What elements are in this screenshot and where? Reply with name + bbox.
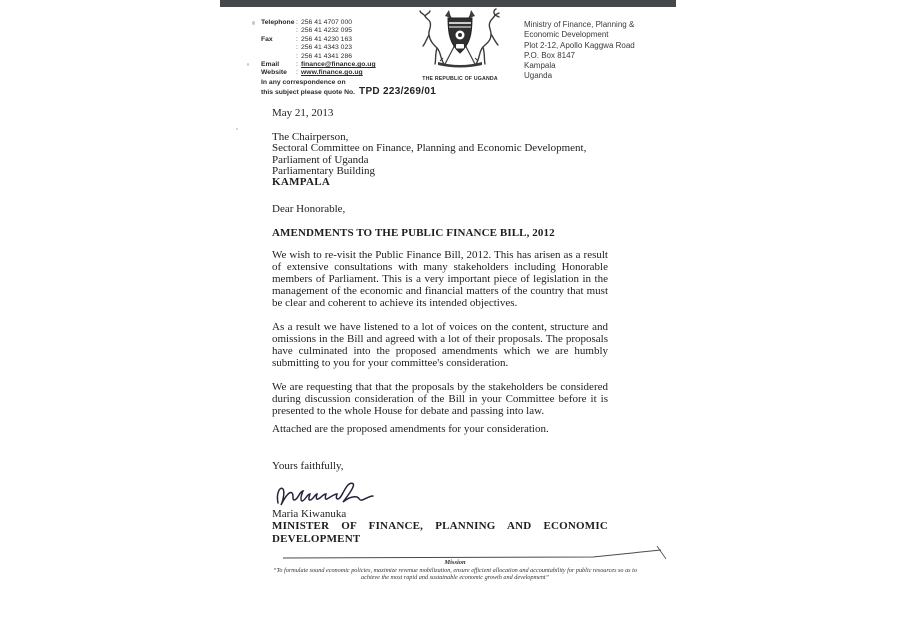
signatory-title-line2: DEVELOPMENT (272, 532, 361, 545)
email-label: Email (261, 61, 280, 69)
address-line: Economic Development (524, 30, 609, 40)
paragraph-2: As a result we have listened to a lot of voices on the content, structure and omissions in the Bill and agreed with a lot of their proposals. The proposals have culminated into the proposed amendments which we are humbly submitting to you for your committee's consideration. (272, 320, 608, 370)
recipient-address-block (272, 132, 608, 188)
address-line: Ministry of Finance, Planning & (524, 20, 635, 29)
contact-row-fax (261, 36, 376, 44)
address-line: Uganda (524, 71, 553, 81)
scan-speck (247, 63, 249, 66)
closing: Yours faithfully, (272, 459, 344, 472)
contact-row-telephone-2 (261, 27, 376, 35)
paragraph-3: We are requesting that that the proposals by the stakeholders be considered during discussion consideration of the Bill in your Committee before it is presented to the whole House for debate and passing into law. (272, 380, 608, 417)
fax-number: 256 41 4230 163 (301, 35, 353, 43)
letterhead-contact-block (261, 19, 376, 78)
salutation: Dear Honorable, (272, 202, 346, 215)
signatory-name: Maria Kiwanuka (272, 508, 347, 521)
blank-label (261, 27, 296, 35)
uganda-coat-of-arms (408, 8, 512, 82)
blank-label (261, 53, 296, 61)
recipient-line: Sectoral Committee on Finance, Planning and Economic Development, (272, 142, 587, 155)
ministry-address-block (524, 20, 635, 82)
recipient-line: The Chairperson, (272, 131, 349, 144)
mission-text-line2: achieve the most rapid and sustainable economic growth and development” (361, 574, 549, 582)
fax-number: 256 41 4343 023 (301, 44, 353, 52)
telephone-label: Telephone (261, 19, 295, 26)
mission-label: Mission (444, 559, 466, 566)
handwritten-signature (274, 481, 409, 509)
paragraph-4: Attached are the proposed amendments for your consideration. (272, 422, 549, 435)
colon: : (296, 44, 298, 52)
subject-line: AMENDMENTS TO THE PUBLIC FINANCE BILL, 2012 (272, 226, 555, 239)
recipient-line: Parliament of Uganda (272, 153, 369, 166)
reference-number: TPD 223/269/01 (359, 86, 437, 97)
colon: : (296, 69, 298, 77)
address-line: P.O. Box 8147 (524, 50, 575, 60)
correspondence-note-line2: this subject please quote No. (261, 89, 356, 96)
colon: : (296, 61, 298, 69)
correspondence-note-line2-row (261, 87, 436, 97)
telephone-number: 256 41 4232 095 (301, 27, 353, 35)
colon: : (296, 52, 298, 60)
email-address: finance@finance.go.ug (301, 61, 376, 69)
contact-row-telephone (261, 19, 376, 27)
correspondence-note (261, 78, 436, 97)
fax-number: 256 41 4341 286 (301, 52, 353, 60)
mission-text-line1: “To formulate sound economic policies, maximize revenue mobilization, ensure efficient allocation and accountability for public resources so as to (273, 566, 637, 574)
colon: : (296, 19, 298, 26)
telephone-number: 256 41 4707 000 (301, 19, 353, 26)
paragraph-1: We wish to re-visit the Public Finance Bill, 2012. This has arisen as a result of extensive consultations with many stakeholders including Honorable members of Parliament. This is a very important piece of legislation in the management of the economic and financial matters of the country that must be clear and coherent to achieve its intended objectives. (272, 248, 608, 310)
contact-row-email (261, 61, 376, 69)
contact-row-website (261, 69, 376, 77)
address-line: Plot 2-12, Apollo Kaggwa Road (524, 40, 635, 50)
fax-label: Fax (261, 35, 273, 43)
mission-block (245, 559, 665, 582)
website-address: www.finance.go.ug (301, 69, 363, 77)
scan-speck (236, 128, 238, 130)
colon: : (296, 27, 298, 35)
scan-top-edge-bar (220, 0, 676, 7)
blank-label (261, 44, 296, 52)
correspondence-note-line1: In any correspondence on (261, 79, 346, 86)
recipient-city: KAMPALA (272, 176, 331, 189)
coat-of-arms-icon (408, 8, 512, 70)
recipient-line: Parliamentary Building (272, 164, 375, 177)
letter-body (272, 107, 608, 545)
signatory-title-line1: MINISTER OF FINANCE, PLANNING AND ECONOMIC (272, 520, 608, 533)
colon: : (296, 35, 298, 43)
website-label: Website (261, 69, 287, 77)
contact-row-fax-2 (261, 44, 376, 52)
emblem-caption: THE REPUBLIC OF UGANDA (422, 76, 498, 82)
letter-date: May 21, 2013 (272, 107, 334, 119)
contact-row-fax-3 (261, 53, 376, 61)
scan-speck (252, 21, 255, 25)
address-line: Kampala (524, 61, 556, 71)
